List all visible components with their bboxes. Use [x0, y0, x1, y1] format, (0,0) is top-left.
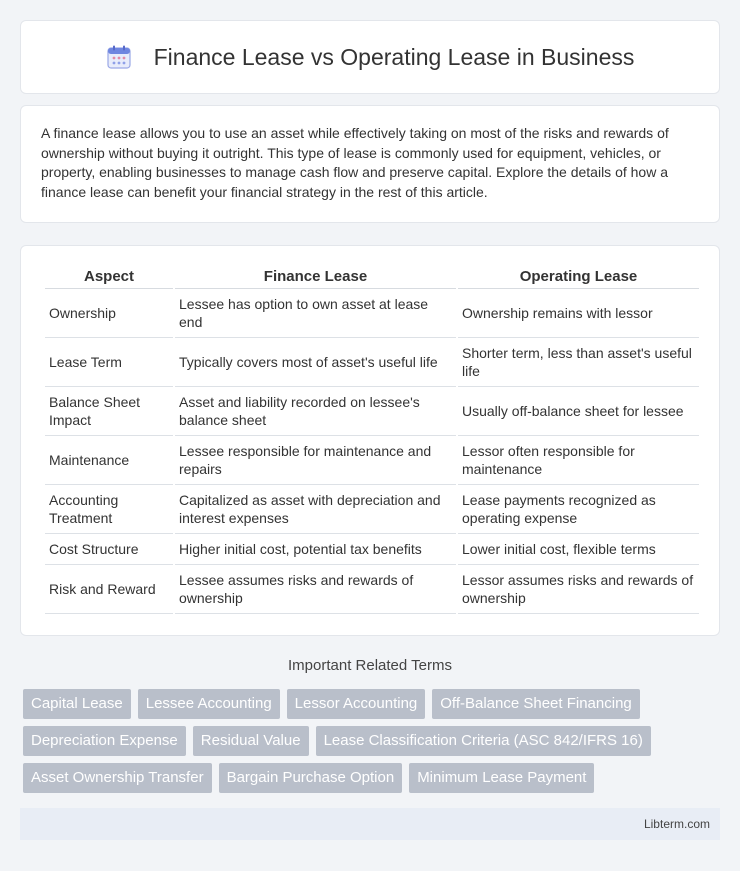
- table-header-row: [45, 266, 699, 289]
- footer: [20, 808, 720, 840]
- term-chip[interactable]: Capital Lease: [23, 689, 131, 719]
- table-cell: Lease Term: [45, 338, 173, 387]
- footer-site-link[interactable]: Libterm.com: [643, 817, 710, 831]
- table-row: [45, 534, 699, 565]
- table-cell: Balance Sheet Impact: [45, 387, 173, 436]
- table-cell: Lessee has option to own asset at lease end: [175, 289, 456, 338]
- table-cell: Cost Structure: [45, 534, 173, 565]
- terms-row: [23, 689, 723, 719]
- related-terms-title: Important Related Terms: [288, 657, 452, 674]
- column-header: Operating Lease: [458, 266, 699, 289]
- table-cell: Ownership: [45, 289, 173, 338]
- table-cell: Lessee responsible for maintenance and repairs: [175, 436, 456, 485]
- table-cell: Lease payments recognized as operating expense: [458, 485, 699, 534]
- table-cell: Capitalized as asset with depreciation and interest expenses: [175, 485, 456, 534]
- term-chip[interactable]: Asset Ownership Transfer: [23, 763, 212, 793]
- term-chip[interactable]: Lessor Accounting: [287, 689, 426, 719]
- table-row: [45, 436, 699, 485]
- page-title: Finance Lease vs Operating Lease in Business: [153, 43, 635, 70]
- term-chip[interactable]: Off-Balance Sheet Financing: [432, 689, 640, 719]
- column-header: Aspect: [45, 266, 173, 289]
- table-row: [45, 289, 699, 338]
- table-cell: Risk and Reward: [45, 565, 173, 614]
- term-chip[interactable]: Depreciation Expense: [23, 726, 186, 756]
- term-chip[interactable]: Minimum Lease Payment: [409, 763, 594, 793]
- table-cell: Higher initial cost, potential tax benefits: [175, 534, 456, 565]
- table-row: [45, 485, 699, 534]
- table-row: [45, 387, 699, 436]
- intro-text: A finance lease allows you to use an asset while effectively taking on most of the risks and rewards of ownership without buying it outright. This type of lease is commonly used for equipment, vehicles, or property, enabling businesses to manage cash flow and preserve capital. Explore the details of how a finance lease can benefit your financial strategy in the rest of this article.: [41, 125, 669, 200]
- table-cell: Accounting Treatment: [45, 485, 173, 534]
- table-cell: Lessee assumes risks and rewards of ownership: [175, 565, 456, 614]
- term-chip[interactable]: Lease Classification Criteria (ASC 842/IFRS 16): [316, 726, 651, 756]
- table-cell: Asset and liability recorded on lessee's balance sheet: [175, 387, 456, 436]
- term-chip[interactable]: Lessee Accounting: [138, 689, 280, 719]
- table-cell: Lessor often responsible for maintenance: [458, 436, 699, 485]
- table-cell: Lessor assumes risks and rewards of ownership: [458, 565, 699, 614]
- table-cell: Lower initial cost, flexible terms: [458, 534, 699, 565]
- table-cell: Maintenance: [45, 436, 173, 485]
- table-row: [45, 338, 699, 387]
- table-cell: Ownership remains with lessor: [458, 289, 699, 338]
- term-chip[interactable]: Bargain Purchase Option: [219, 763, 403, 793]
- header-card: [20, 20, 720, 94]
- table-cell: Typically covers most of asset's useful life: [175, 338, 456, 387]
- column-header: Finance Lease: [175, 266, 456, 289]
- table-cell: Shorter term, less than asset's useful life: [458, 338, 699, 387]
- comparison-table-card: [20, 245, 720, 636]
- related-terms: [23, 689, 723, 800]
- intro-card: [20, 105, 720, 223]
- calendar-icon: [106, 44, 132, 70]
- table-cell: Usually off-balance sheet for lessee: [458, 387, 699, 436]
- table-row: [45, 565, 699, 614]
- terms-row: [23, 763, 723, 793]
- terms-row: [23, 726, 723, 756]
- term-chip[interactable]: Residual Value: [193, 726, 309, 756]
- comparison-table: [43, 266, 701, 614]
